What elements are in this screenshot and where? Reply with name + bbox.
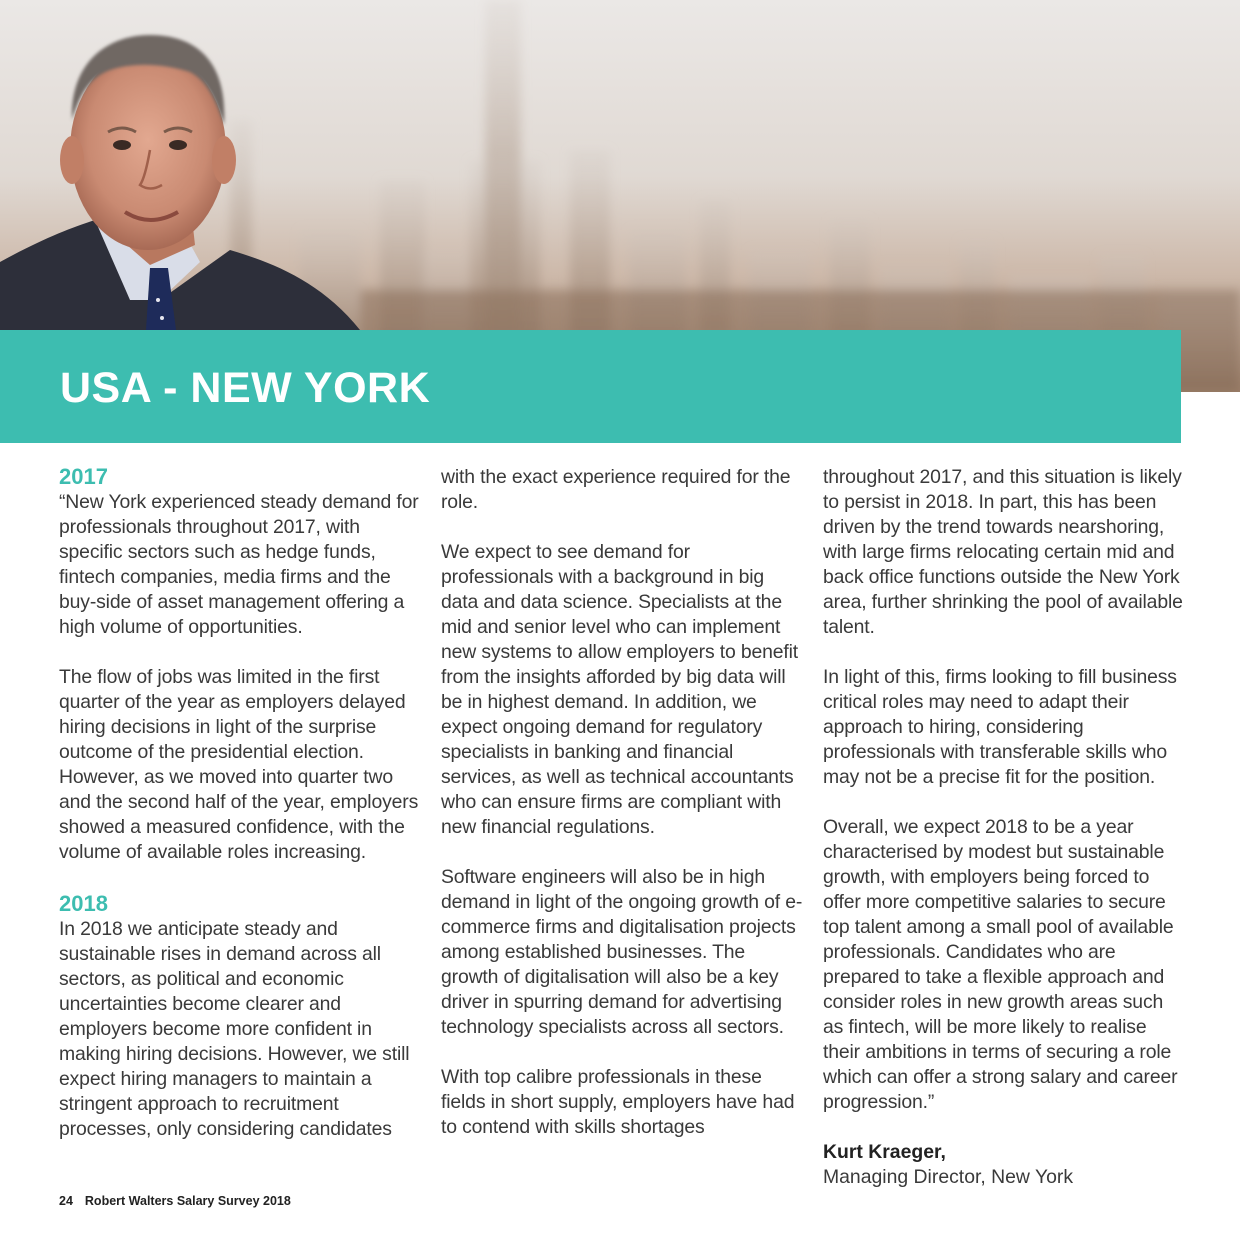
paragraph: with the exact experience required for the role. (441, 466, 791, 513)
text-column-2 (441, 463, 806, 1140)
text-column-3 (823, 463, 1188, 1190)
paragraph: throughout 2017, and this situation is likely to persist in 2018. In part, this has been driven by the trend towards nearshoring, with large firms relocating certain mid and back office functions outside the New York area, further shrinking the pool of available talent. (823, 466, 1183, 638)
paragraph: In 2018 we anticipate steady and sustainable rises in demand across all sectors, as political and economic uncertainties become clearer and employers become more confident in making hiring decisions. However, we still expect hiring managers to maintain a stringent approach to recruitment processes, only considering candidates (59, 918, 410, 1140)
paragraph: Software engineers will also be in high demand in light of the ongoing growth of e-commerce firms and digitalisation projects among established businesses. The growth of digitalisation will also be a key driver in spurring demand for advertising technology specialists across all sectors. (441, 866, 803, 1038)
section-heading-2018: 2018 (59, 891, 108, 916)
section-heading-2017: 2017 (59, 464, 108, 489)
page-number: 24 (59, 1194, 73, 1208)
signature-name: Kurt Kraeger, (823, 1141, 946, 1163)
paragraph: In light of this, firms looking to fill business critical roles may need to adapt their approach to hiring, considering professionals with transferable skills who may not be a precise fit for the position. (823, 666, 1177, 788)
signature-role: Managing Director, New York (823, 1166, 1074, 1188)
text-column-1 (59, 463, 424, 1142)
page-footer (59, 1194, 291, 1208)
signature (823, 1140, 1188, 1190)
title-band (0, 330, 1181, 443)
publication-title: Robert Walters Salary Survey 2018 (84, 1194, 291, 1208)
paragraph: The flow of jobs was limited in the first quarter of the year as employers delayed hiring decisions in light of the surprise outcome of the presidential election. However, as we moved into quarter two and the second half of the year, employers showed a measured confidence, with the volume of available roles increasing. (59, 666, 419, 863)
paragraph: With top calibre professionals in these fields in short supply, employers have had to contend with skills shortages (441, 1066, 795, 1138)
paragraph: Overall, we expect 2018 to be a year characterised by modest but sustainable growth, with employers being forced to offer more competitive salaries to secure top talent among a small pool of available professionals. Candidates who are prepared to take a flexible approach and consider roles in new growth areas such as fintech, will be more likely to realise their ambitions in terms of securing a role which can offer a strong salary and career progression.” (823, 816, 1178, 1113)
paragraph: We expect to see demand for professionals with a background in big data and data science. Specialists at the mid and senior level who can implement new systems to allow employers to benefit from the insights afforded by big data will be in highest demand. In addition, we expect ongoing demand for regulatory specialists in banking and financial services, as well as technical accountants who can ensure firms are compliant with new financial regulations. (441, 541, 799, 838)
page-title: USA - NEW YORK (60, 364, 431, 412)
paragraph: “New York experienced steady demand for professionals throughout 2017, with specific sectors such as hedge funds, fintech companies, media firms and the buy-side of asset management offering a high volume of opportunities. (59, 491, 419, 638)
